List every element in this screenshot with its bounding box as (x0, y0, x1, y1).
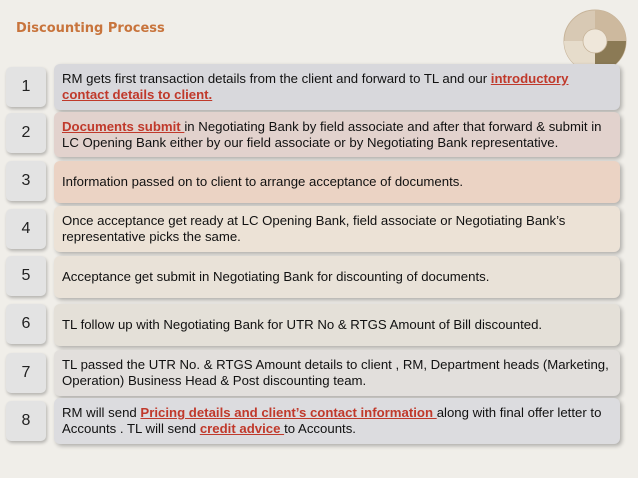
step-text-box (54, 398, 620, 444)
step-text-box (54, 161, 620, 203)
step-text (62, 174, 612, 190)
step-text (62, 317, 612, 333)
text-segment: RM gets first transaction details from the client and forward to TL and our (62, 71, 491, 86)
text-segment: TL follow up with Negotiating Bank for UTR No & RTGS Amount of Bill discounted. (62, 317, 543, 332)
step-number: 3 (6, 161, 46, 201)
step-text-box (54, 206, 620, 252)
step-text-box (54, 112, 620, 157)
step-text (62, 119, 612, 151)
step-text (62, 269, 612, 285)
text-segment: Acceptance get submit in Negotiating Bank for discounting of documents. (62, 269, 490, 284)
step-number: 1 (6, 67, 46, 107)
text-segment: to Accounts. (284, 421, 356, 436)
step-text (62, 357, 612, 389)
text-segment: Information passed on to client to arrange acceptance of documents. (62, 174, 463, 189)
emphasized-text: introductory contact details to client. (62, 71, 569, 102)
step-text-box (54, 256, 620, 298)
step-text (62, 405, 612, 437)
text-segment: RM will send (62, 405, 141, 420)
page-title: Discounting Process (16, 21, 165, 36)
text-segment: TL passed the UTR No. & RTGS Amount details to client , RM, Department heads (Marketing, Operation) Business Head & Post discounting team. (62, 357, 609, 388)
emphasized-text: credit advice (199, 421, 285, 436)
emphasized-text: Documents submit (62, 118, 185, 134)
step-number: 7 (6, 353, 46, 393)
step-text-box (54, 350, 620, 396)
step-text-box (54, 304, 620, 346)
text-segment: Once acceptance get ready at LC Opening Bank, field associate or Negotiating Bank’s representative picks the same. (62, 213, 566, 244)
step-number: 8 (6, 401, 46, 441)
step-number: 4 (6, 209, 46, 249)
text-segment: in Negotiating Bank by field associate and after that forward & submit in LC Opening Bank either by our field associate or by Negotiating Bank representative. (62, 118, 602, 150)
step-number: 5 (6, 256, 46, 296)
step-text-box (54, 64, 620, 110)
step-text (62, 213, 612, 245)
step-number: 2 (6, 113, 46, 153)
step-text (62, 71, 612, 103)
step-number: 6 (6, 304, 46, 344)
text-segment: along with final offer letter to Accounts . TL will send (62, 405, 602, 436)
emphasized-text: Pricing details and client’s contact information (140, 405, 437, 420)
